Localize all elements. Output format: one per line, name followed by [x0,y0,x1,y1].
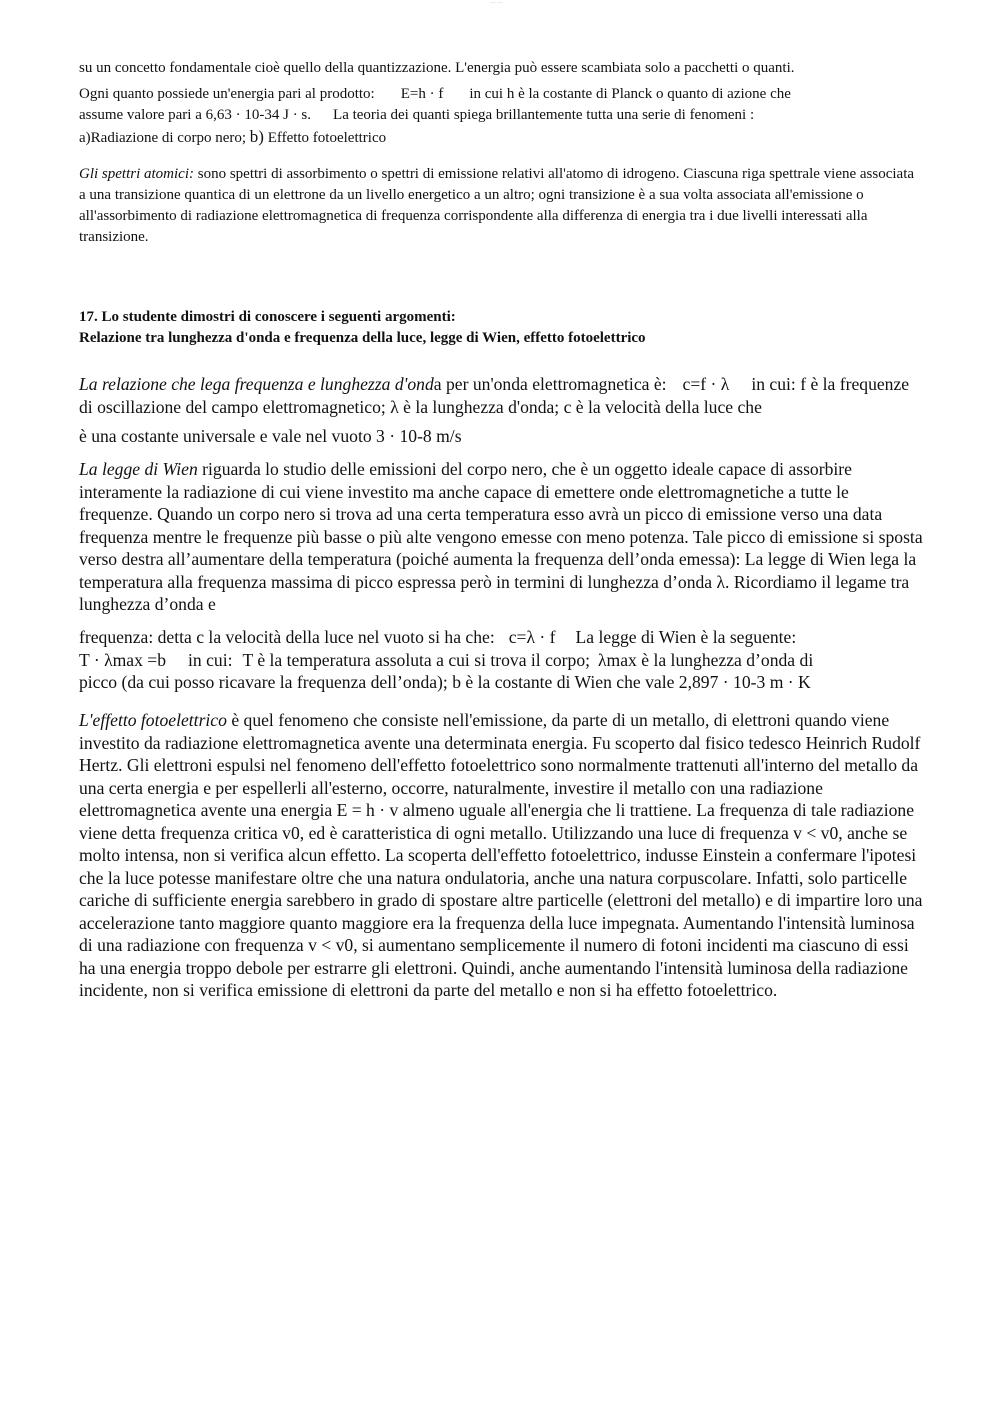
quantum-energy-text: Ogni quanto possiede un'energia pari al prodotto: [79,86,375,102]
phenomenon-b: Effetto fotoelettrico [267,130,387,146]
phenomenon-a: a)Radiazione di corpo nero; [79,130,247,146]
planck-description: in cui h è la costante di Planck o quanto di azione che [469,86,791,102]
quantum-theory-text: La teoria dei quanti spiega brillantemente tutta una serie di fenomeni : [333,107,755,123]
atomic-spectra-paragraph [79,164,924,248]
photoelectric-term: L'effetto fotoelettrico [79,710,227,730]
quantum-energy-paragraph [79,84,924,149]
light-speed-line [79,425,924,448]
intro-text: su un concetto fondamentale cioè quello della quantizzazione. L'energia può essere scambiata solo a pacchetti o quanti. [79,60,795,76]
section-title-line2: Relazione tra lunghezza d'onda e frequenza della luce, legge di Wien, effetto fotoelettrico [79,330,646,346]
wien-line1-a: frequenza: detta c la velocità della luce nel vuoto si ha che: [79,627,495,647]
relation-text-a: a per un'onda elettromagnetica è: [433,374,667,394]
wien-formula-paragraph [79,626,924,694]
planck-formula: E=h · f [400,86,444,102]
relation-text-b: in cui: f è la frequenze di oscillazione del campo elettromagnetico; λ è la lunghezza d'onda; c è la velocità della luce che [79,374,910,417]
photoelectric-text: è quel fenomeno che consiste nell'emissione, da parte di un metallo, di elettroni quando viene investito da radiazione elettromagnetica avente una determinata energia. Fu scoperto dal fisico tedesco Heinrich Rudolf Hertz. Gli elettroni espulsi nel fenomeno dell'effetto fotoelettrico sono normalmente trattenuti all'interno del metallo da una certa energia e per espellerli all'esterno, occorre, naturalmente, investire il metallo con una radiazione elettromagnetica avente una energia E = h · v almeno uguale all'energia che li trattiene. La frequenza di tale radiazione viene detta frequenza critica v0, ed è caratteristica di ogni metallo. Utilizzando una luce di frequenza v < v0, anche se molto intensa, non si verifica alcun effetto. La scoperta dell'effetto fotoelettrico, indusse Einstein a confermare l'ipotesi che la luce potesse manifestare oltre che una natura ondulatoria, anche una natura corpuscolare. Infatti, solo particelle cariche di sufficiente energia sarebbero in grado di spostare altre particelle (elettroni del metallo) e di impartire loro una accelerazione tanto maggiore quanto maggiore era la frequenza della luce impegnata. Aumentando l'intensità luminosa di una radiazione con frequenza v < v0, si aumentano semplicemente il numero di fotoni incidenti ma ciascuno di essi ha una energia troppo debole per estrarre gli elettroni. Quindi, anche aumentando l'intensità luminosa della radiazione incidente, non si verifica emissione di elettroni da parte del metallo e non si ha effetto fotoelettrico. [79,710,923,1000]
phenomenon-b-letter: b) [249,127,264,146]
section-title-line1: 17. Lo studente dimostri di conoscere i seguenti argomenti: [79,309,456,325]
section-heading [79,307,924,349]
wavelength-formula: c=λ · f [508,627,556,647]
atomic-spectra-text: sono spettri di assorbimento o spettri di emissione relativi all'atomo di idrogeno. Ciascuna riga spettrale viene associata a una transizione quantica di un elettrone da un livello energetico a un altro; ogni transizione è a sua volta associata all'emissione o all'assorbimento di radiazione elettromagnetica di frequenza corrispondente alla differenza di energia tra i due livelli interessati alla transizione. [79,166,915,245]
relation-term: La relazione che lega frequenza e lunghezza d'ond [79,374,434,394]
light-speed-text: è una costante universale e vale nel vuoto 3 · 10-8 m/s [79,426,462,446]
wien-text: riguarda lo studio delle emissioni del corpo nero, che è un oggetto ideale capace di assorbire interamente la radiazione di cui viene investito ma anche capace di emettere onde elettromagnetiche a tutte le frequenze. Quando un corpo nero si trova ad una certa temperatura esso avrà un picco di emissione verso una data frequenza mentre le frequenze più basse o più alte vengono emesse con meno potenza. Tale picco di emissione si sposta verso destra all’aumentare della temperatura (poiché aumenta la frequenza dell’onda emessa): La legge di Wien lega la temperatura alla frequenza massima di picco espressa però in termini di lunghezza d’onda λ. Ricordiamo il legame tra lunghezza d’onda e [79,459,923,614]
wien-line2-b: T è la temperatura assoluta a cui si trova il corpo; [242,649,591,670]
relation-paragraph [79,373,924,418]
wien-line2-a: in cui: [188,649,233,670]
wien-formula: T · λmax =b [79,649,167,670]
wien-line2-c: λmax è la lunghezza d’onda di [598,649,814,670]
wien-line3: picco (da cui posso ricavare la frequenza dell’onda); b è la costante di Wien che vale 2,897 · 10-3 m · K [79,672,811,692]
atomic-spectra-term: Gli spettri atomici: [79,166,194,182]
wien-term: La legge di Wien [79,459,198,479]
wien-line1-b: La legge di Wien è la seguente: [575,627,797,647]
planck-value: assume valore pari a 6,63 · 10-34 J · s. [79,107,312,123]
intro-line [79,58,924,79]
wave-formula: c=f · λ [682,374,730,394]
wien-paragraph [79,458,924,616]
header-mark: —— —— [490,0,503,4]
photoelectric-paragraph [79,709,924,1002]
